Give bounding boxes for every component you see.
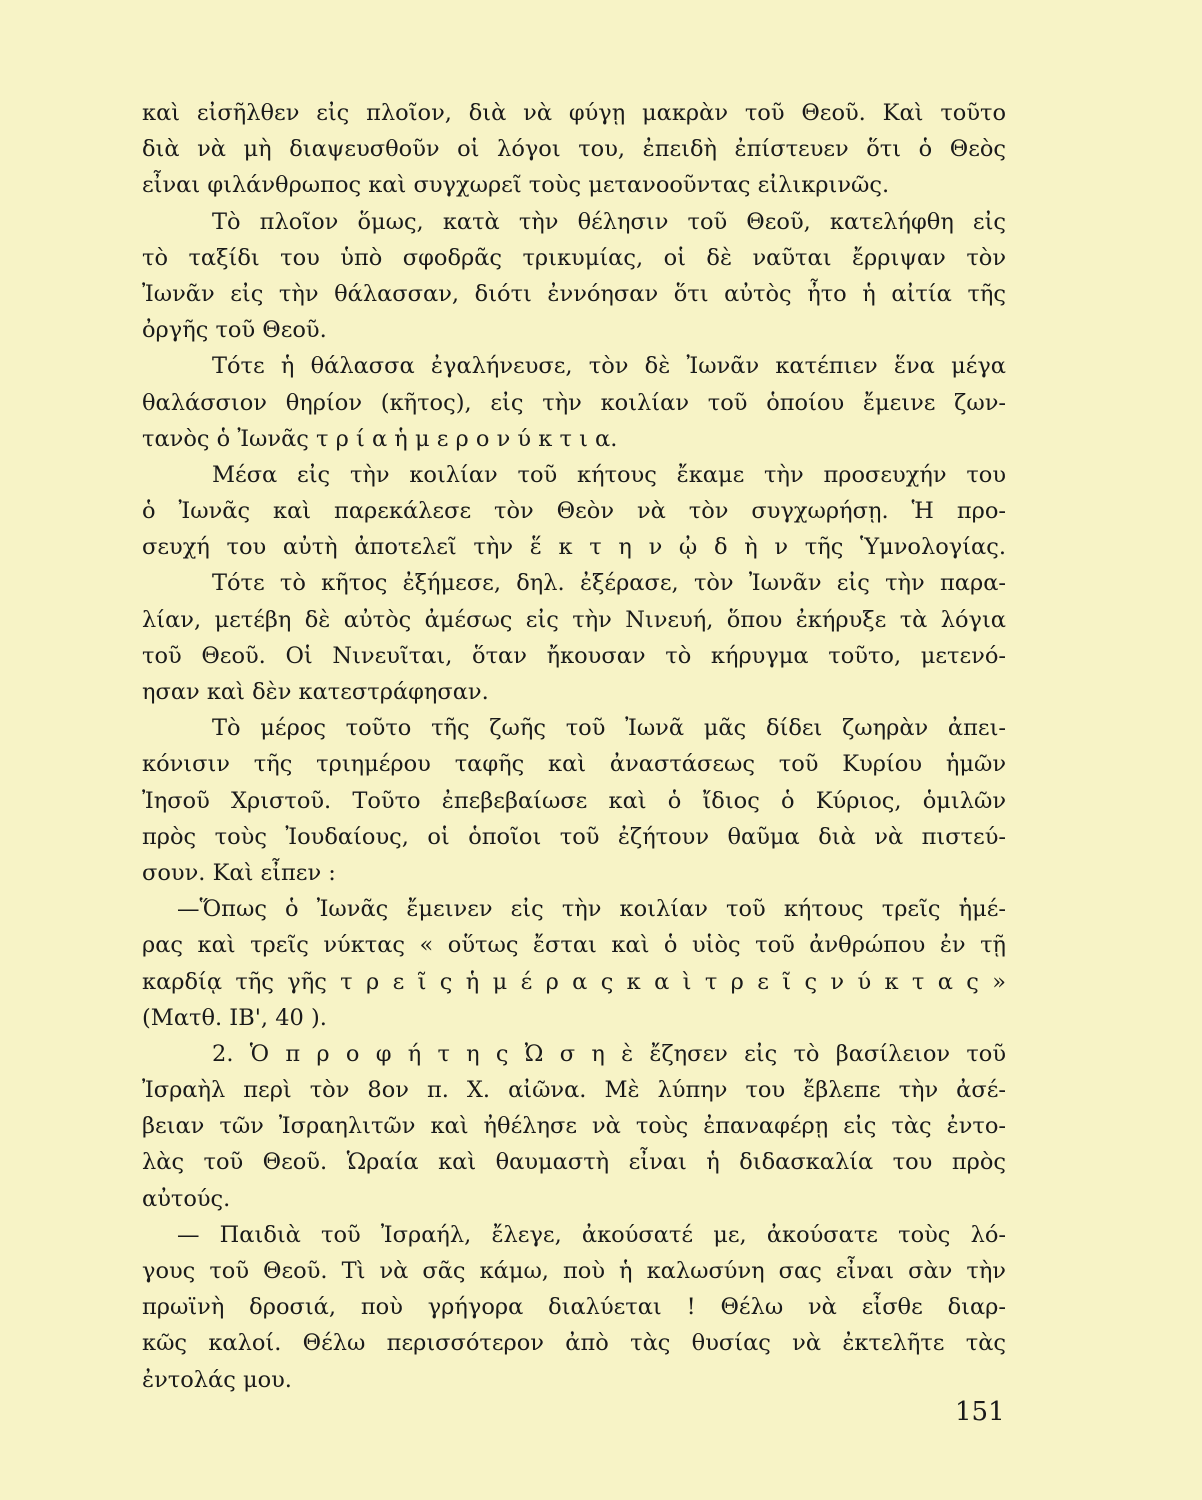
text-line: τοῦ Θεοῦ. Οἱ Νινευῖται, ὅταν ἤκουσαν τὸ κήρυγμα τοῦτο, μετενό- [142, 642, 1006, 669]
text-line: ὁ Ἰωνᾶς καὶ παρεκάλεσε τὸν Θεὸν νὰ τὸν συγχωρήσῃ. Ἡ προ- [142, 498, 1006, 525]
text-line: κῶς καλοί. Θέλω περισσότερον ἀπὸ τὰς θυσίας νὰ ἐκτελῆτε τὰς [142, 1330, 1006, 1357]
text-line: λίαν, μετέβη δὲ αὐτὸς ἀμέσως εἰς τὴν Νινευή, ὅπου ἐκήρυξε τὰ λόγια [142, 606, 1006, 633]
text-line: τὸ ταξίδι του ὑπὸ σφοδρᾶς τρικυμίας, οἱ δὲ ναῦται ἔρριψαν τὸν [142, 244, 1006, 271]
text-line: (Ματθ. ΙΒ', 40 ). [142, 1004, 327, 1031]
text-line: ησαν καὶ δὲν κατεστράφησαν. [142, 679, 489, 705]
text-line: Τότε ἡ θάλασσα ἐγαλήνευσε, τὸν δὲ Ἰωνᾶν κατέπιεν ἕνα μέγα [212, 353, 1006, 380]
text-line: τανὸς ὁ Ἰωνᾶς τ ρ ί α ἡ μ ε ρ ο ν ύ κ τ ι α. [142, 425, 618, 452]
text-line: διὰ νὰ μὴ διαψευσθοῦν οἱ λόγοι του, ἐπειδὴ ἐπίστευεν ὅτι ὁ Θεὸς [142, 136, 1006, 163]
text-line: ρας καὶ τρεῖς νύκτας « οὕτως ἔσται καὶ ὁ υἱὸς τοῦ ἀνθρώπου ἐν τῇ [142, 932, 1006, 959]
text-line: Τὸ πλοῖον ὅμως, κατὰ τὴν θέλησιν τοῦ Θεοῦ, κατελήφθη εἰς [212, 208, 1006, 235]
text-line: — Παιδιὰ τοῦ Ἰσραήλ, ἔλεγε, ἀκούσατέ με, ἀκούσατε τοὺς λό- [177, 1221, 1006, 1248]
text-line: πρὸς τοὺς Ἰουδαίους, οἱ ὁποῖοι τοῦ ἐζήτουν θαῦμα διὰ νὰ πιστεύ- [142, 823, 1006, 850]
text-line: καὶ εἰσῆλθεν εἰς πλοῖον, διὰ νὰ φύγῃ μακρὰν τοῦ Θεοῦ. Καὶ τοῦτο [142, 100, 1006, 126]
text-line: ἐντολάς μου. [142, 1366, 292, 1393]
page-number: 151 [955, 1397, 1005, 1427]
text-line: Ἰωνᾶν εἰς τὴν θάλασσαν, διότι ἐννόησαν ὅτι αὐτὸς ἦτο ἡ αἰτία τῆς [142, 280, 1006, 307]
text-line: Τότε τὸ κῆτος ἐξήμεσε, δηλ. ἐξέρασε, τὸν Ἰωνᾶν εἰς τὴν παρα- [212, 570, 1006, 597]
text-line: Ἰσραὴλ περὶ τὸν 8ον π. Χ. αἰῶνα. Μὲ λύπην του ἔβλεπε τὴν ἀσέ- [142, 1077, 1006, 1104]
text-line: 2. Ὁ π ρ ο φ ή τ η ς Ὠ σ η ὲ ἔζησεν εἰς τὸ βασίλειον τοῦ [212, 1040, 1006, 1067]
text-line: θαλάσσιον θηρίον (κῆτος), εἰς τὴν κοιλίαν τοῦ ὁποίου ἔμεινε ζων- [142, 389, 1006, 416]
text-line: ὀργῆς τοῦ Θεοῦ. [142, 317, 327, 344]
text-line: κόνισιν τῆς τριημέρου ταφῆς καὶ ἀναστάσεως τοῦ Κυρίου ἡμῶν [142, 751, 1006, 778]
text-line: εἶναι φιλάνθρωπος καὶ συγχωρεῖ τοὺς μετανοοῦντας εἰλικρινῶς. [142, 172, 890, 199]
text-line: Τὸ μέρος τοῦτο τῆς ζωῆς τοῦ Ἰωνᾶ μᾶς δίδει ζωηρὰν ἀπει- [212, 715, 1006, 742]
text-line: πρωϊνὴ δροσιά, ποὺ γρήγορα διαλύεται ! Θέλω νὰ εἶσθε διαρ- [142, 1294, 1006, 1321]
text-line: λὰς τοῦ Θεοῦ. Ὡραία καὶ θαυμαστὴ εἶναι ἡ διδασκαλία του πρὸς [142, 1149, 1006, 1176]
text-line: Μέσα εἰς τὴν κοιλίαν τοῦ κήτους ἔκαμε τὴν προσευχήν του [212, 461, 1006, 488]
text-line: —Ὅπως ὁ Ἰωνᾶς ἔμεινεν εἰς τὴν κοιλίαν τοῦ κήτους τρεῖς ἡμέ- [177, 896, 1006, 923]
text-line: σευχή του αὐτὴ ἀποτελεῖ τὴν ἕ κ τ η ν ᾠ δ ὴ ν τῆς Ὑμνολογίας. [142, 534, 1006, 561]
text-line: σουν. Καὶ εἶπεν : [142, 859, 336, 886]
text-line: βειαν τῶν Ἰσραηλιτῶν καὶ ἠθέλησε νὰ τοὺς ἐπαναφέρῃ εἰς τὰς ἐντο- [142, 1113, 1006, 1140]
body-text [142, 95, 1006, 1398]
text-line: καρδίᾳ τῆς γῆς τ ρ ε ῖ ς ἡ μ έ ρ α ς κ α ὶ τ ρ ε ῖ ς ν ύ κ τ α ς » [142, 968, 1006, 995]
text-line: γους τοῦ Θεοῦ. Τὶ νὰ σᾶς κάμω, ποὺ ἡ καλωσύνη σας εἶναι σὰν τὴν [142, 1258, 1006, 1284]
text-line: Ἰησοῦ Χριστοῦ. Τοῦτο ἐπεβεβαίωσε καὶ ὁ ἴδιος ὁ Κύριος, ὁμιλῶν [142, 787, 1006, 814]
text-line: αὐτούς. [142, 1185, 231, 1212]
